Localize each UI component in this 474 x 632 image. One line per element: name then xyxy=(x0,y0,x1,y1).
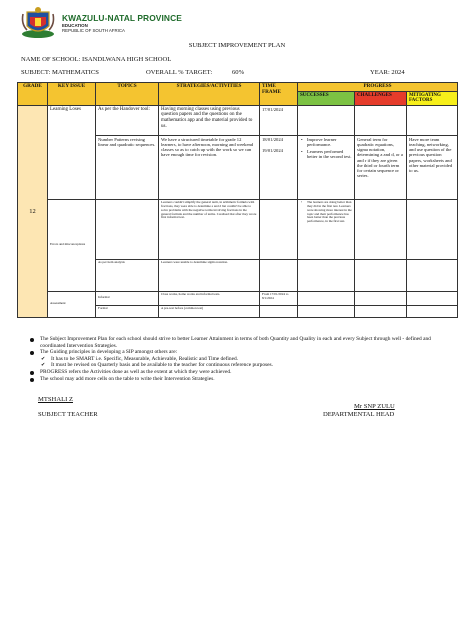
strategy-cell: Learners couldn't simplify the general term, in arithmetic formula with fractions, they were able to determine a and d but couldn't be able to solve problems with the negative terms involving fractions in the general formula and the number of terms. I realised that after they wrote first informal test. xyxy=(159,199,260,259)
challenges-cell: General term for quadratic equations, sigma notation, determining a and d, or a and r if they are given the third or fourth term for certain sequence or series. xyxy=(355,135,407,199)
header-successes: SUCCESSES xyxy=(298,92,355,106)
header-challenges: CHALLENGES xyxy=(355,92,407,106)
time-frame-end: 19/01/2024 xyxy=(262,148,283,154)
successes-cell xyxy=(298,199,355,259)
mitigating-cell: Have more team teaching, networking, and use question of the previous question papers, worksheets and other material provided to us. xyxy=(407,135,458,199)
department-name: EDUCATION xyxy=(62,23,88,28)
header-time-frame: TIME FRAME xyxy=(260,83,298,106)
note-item: PROGRESS refers the Activities done as well as the extent at which they were achieved. xyxy=(30,369,450,376)
key-issue-cell: Errors and misconceptions xyxy=(48,199,96,291)
teacher-role: SUBJECT TEACHER xyxy=(38,411,98,418)
challenges-cell xyxy=(355,199,407,259)
guidelines-notes xyxy=(30,336,450,382)
improvement-plan-table xyxy=(17,82,458,318)
header-key-issue: KEY ISSUE xyxy=(48,83,96,106)
time-frame-cell: 17/01/2024 xyxy=(260,105,298,135)
brand-block xyxy=(62,13,202,33)
successes-cell xyxy=(298,305,355,317)
document-title: SUBJECT IMPROVEMENT PLAN xyxy=(188,42,286,49)
key-issue-cell: Learning Loses xyxy=(48,105,96,199)
strategy-cell: A pre-test before (common test) xyxy=(159,305,260,317)
overall-target-label: OVERALL % TARGET: xyxy=(146,69,213,76)
successes-cell xyxy=(298,291,355,305)
mitigating-cell xyxy=(407,305,458,317)
note-item: The Subject Improvement Plan for each school should strive to better Learner Attainment in terms of both Quantity and Quality in each and every Subject through well - defined and coordinated Intervention Strategies. xyxy=(30,336,450,349)
strategy-cell: Class works, home works and informal tests. xyxy=(159,291,260,305)
table-row xyxy=(18,291,458,305)
topic-cell xyxy=(96,199,159,259)
time-frame-cell xyxy=(260,305,298,317)
mitigating-cell xyxy=(407,105,458,135)
overall-target-value: 60% xyxy=(232,69,245,76)
note-subitem: ✔ It must be revised on Quarterly basis and be available to the teacher for continuous reference purposes. xyxy=(41,362,273,369)
province-name: KWAZULU-NATAL PROVINCE xyxy=(62,13,182,23)
time-frame-cell xyxy=(260,199,298,259)
challenges-cell xyxy=(355,291,407,305)
topic-cell: Informal xyxy=(96,291,159,305)
time-frame-cell xyxy=(260,135,298,199)
table-row xyxy=(18,199,458,259)
topic-cell: As per item analysis xyxy=(96,259,159,291)
head-role: DEPARTMENTAL HEAD xyxy=(323,411,395,418)
note-subitem: ✔ It has to be SMART i.e. Specific, Measurable, Achievable, Realistic and Time defined. xyxy=(41,355,239,362)
topic-cell: Formal xyxy=(96,305,159,317)
checkmark-icon: ✔ xyxy=(41,362,46,369)
country-name: REPUBLIC OF SOUTH AFRICA xyxy=(62,28,125,33)
note-item: The school may add more cells on the table to write their Intervention Strategies. xyxy=(30,376,450,383)
key-issue-cell: Assessment xyxy=(48,291,96,317)
table-row xyxy=(18,105,458,135)
success-item: • Learners performed better in the second test. xyxy=(300,149,352,159)
mitigating-cell xyxy=(407,259,458,291)
header-strategies: STRATEGIES/ACTIVITIES xyxy=(159,83,260,106)
challenges-cell xyxy=(355,105,407,135)
kzn-coat-of-arms-icon xyxy=(19,4,57,40)
head-name: Mr SNP ZULU xyxy=(354,403,395,410)
header-mitigating-factors: MITIGATING FACTORS xyxy=(407,92,458,106)
strategy-cell: We have a structured timetable for grade 12 learners, to have afternoon, morning and weekend classes so as to catch up with the work so we can have enough time for revision. xyxy=(159,135,260,199)
strategy-cell: Having morning classes using previous question papers and the questions on the mathematics app and the material provided to us. xyxy=(159,105,260,135)
note-item: The Guiding principles in developing a SIP amongst others are: xyxy=(30,349,450,356)
success-item: • The learners are doing better than they did in the first test. Learners were showing more interest in the topic and their performance has been better than the previous performance, in the first test. xyxy=(300,201,352,224)
subject-line: SUBJECT: MATHEMATICS xyxy=(21,69,99,76)
successes-cell xyxy=(298,135,355,199)
teacher-name: MTSHALI Z xyxy=(38,396,73,403)
strategy-cell: Learners were unable to determine sigma notation. xyxy=(159,259,260,291)
header-topics: TOPICS xyxy=(96,83,159,106)
time-frame-cell xyxy=(260,259,298,291)
mitigating-cell xyxy=(407,199,458,259)
header-grade: GRADE xyxy=(18,83,48,106)
time-frame-cell: From 17/01/2024 to 8/1/2024 xyxy=(260,291,298,305)
topic-cell: As per the Handover tool: xyxy=(96,105,159,135)
checkmark-icon: ✔ xyxy=(41,355,46,362)
successes-cell xyxy=(298,105,355,135)
mitigating-cell xyxy=(407,291,458,305)
challenges-cell xyxy=(355,305,407,317)
time-frame-start: 18/01/2024 xyxy=(262,136,283,142)
header-progress: PROGRESS xyxy=(298,83,458,92)
success-item: • Improve learner performance. xyxy=(300,137,352,147)
challenges-cell xyxy=(355,259,407,291)
successes-cell xyxy=(298,259,355,291)
year-line: YEAR: 2024 xyxy=(370,69,405,76)
school-name-line: NAME OF SCHOOL: ISANDLWANA HIGH SCHOOL xyxy=(21,56,172,63)
grade-cell: 12 xyxy=(18,105,48,317)
topic-cell: Number Patterns revising linear and quadratic sequences. xyxy=(96,135,159,199)
